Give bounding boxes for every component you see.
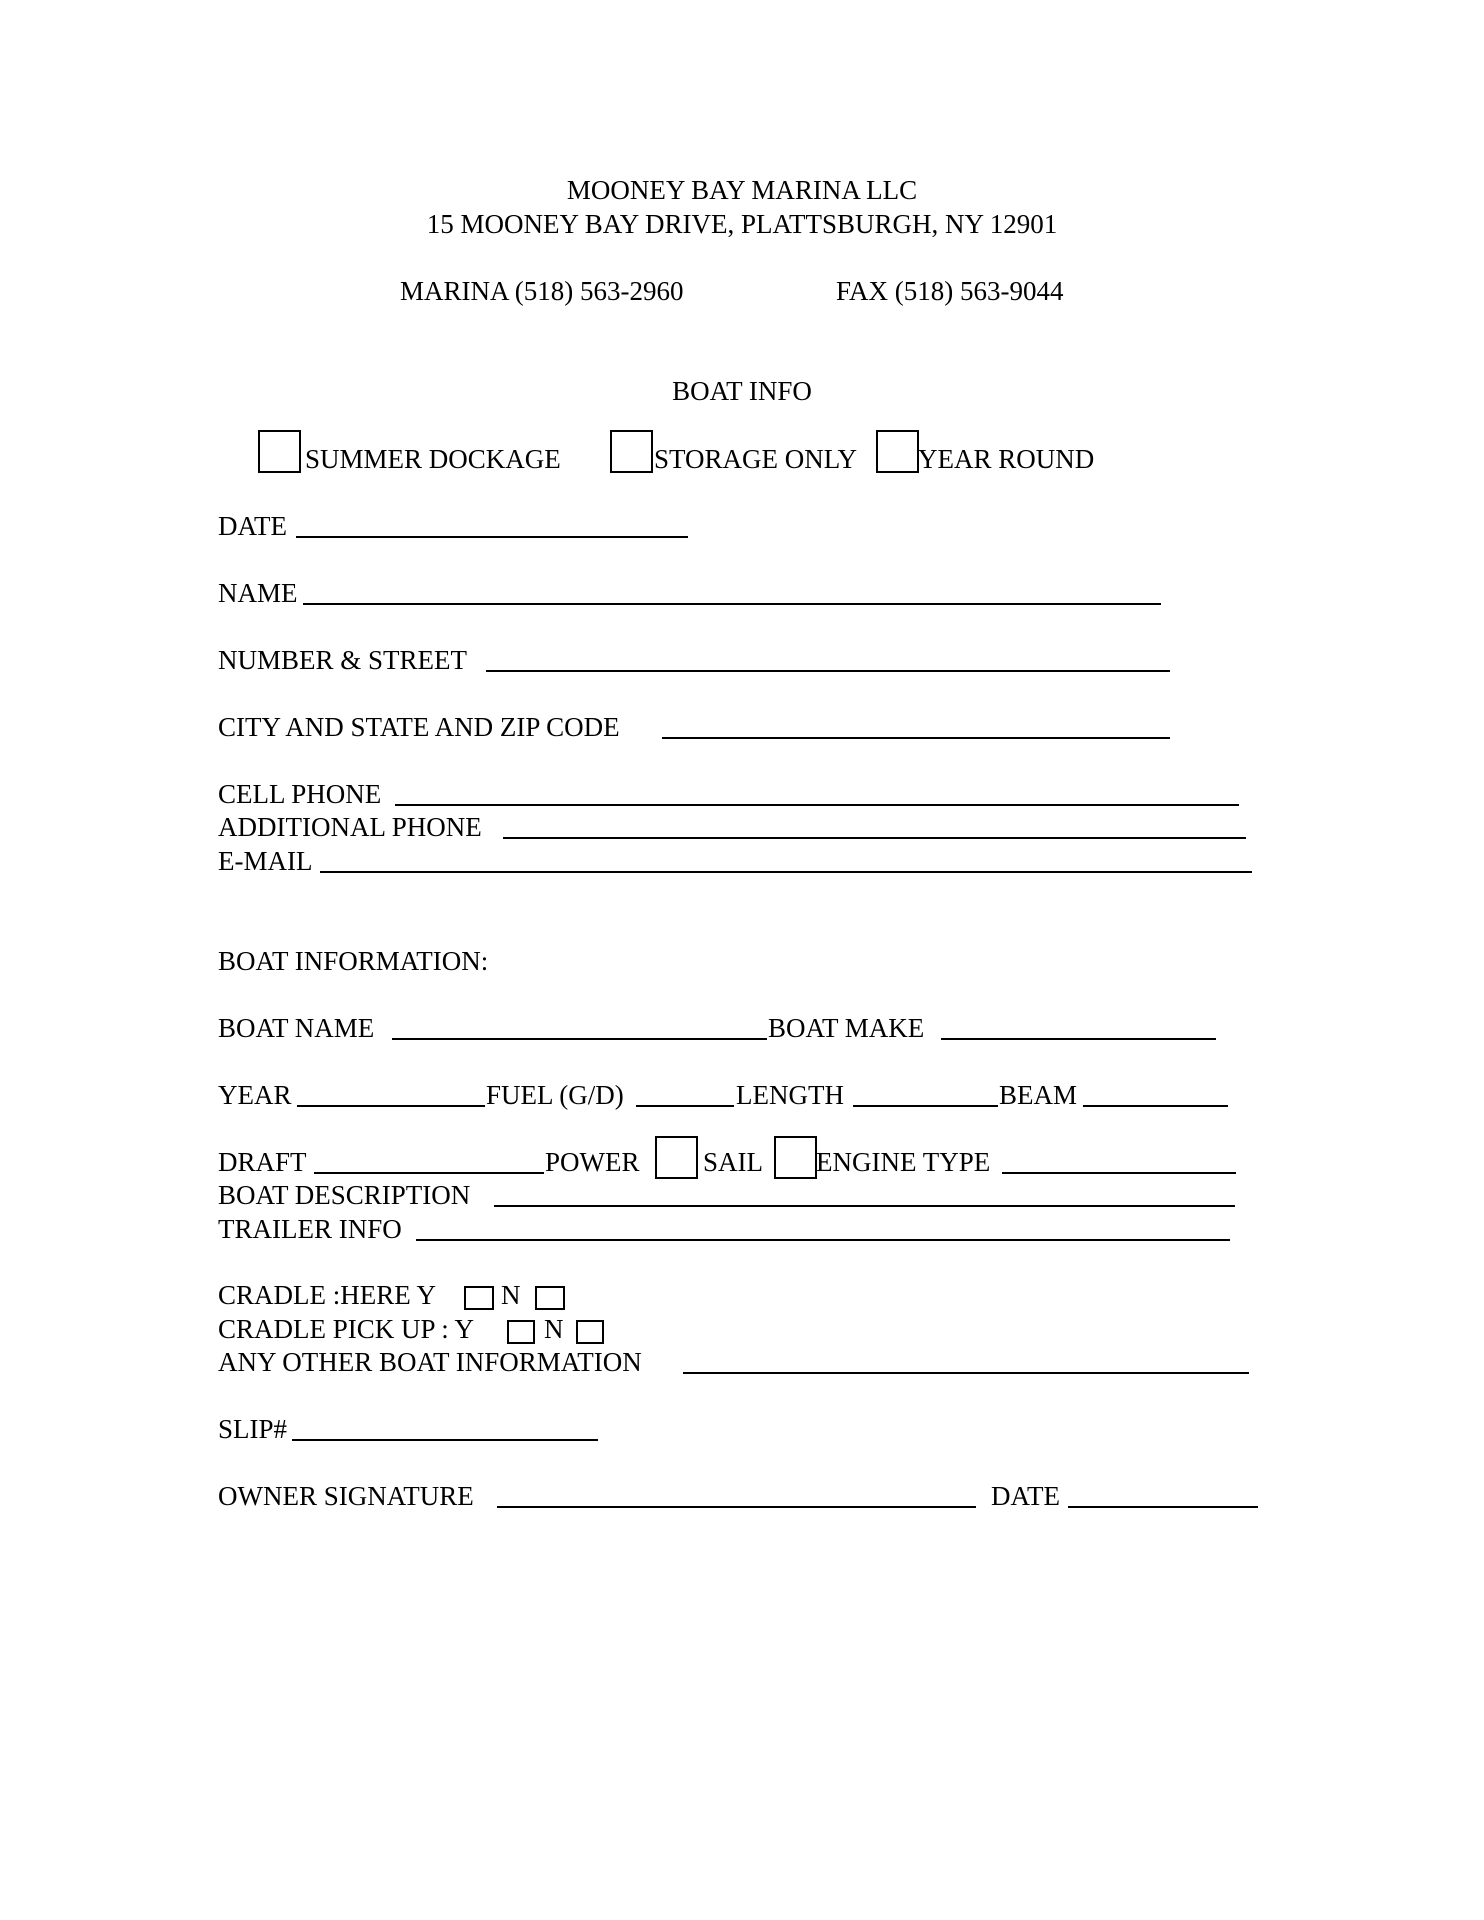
slip-label: SLIP# <box>218 1414 288 1444</box>
city-state-zip-field[interactable] <box>662 737 1170 739</box>
street-field[interactable] <box>486 670 1170 672</box>
boat-section-title: BOAT INFORMATION: <box>218 946 489 976</box>
signature-date-field[interactable] <box>1068 1506 1258 1508</box>
length-label: LENGTH <box>736 1080 844 1110</box>
additional-phone-field[interactable] <box>503 837 1246 839</box>
marina-phone: MARINA (518) 563-2960 <box>400 276 684 306</box>
cradle-here-no-checkbox[interactable] <box>535 1286 565 1310</box>
name-field[interactable] <box>303 603 1161 605</box>
boat-make-field[interactable] <box>941 1038 1216 1040</box>
summer-dockage-checkbox[interactable] <box>258 430 301 473</box>
length-field[interactable] <box>853 1105 998 1107</box>
boat-make-label: BOAT MAKE <box>768 1013 925 1043</box>
draft-field[interactable] <box>314 1172 544 1174</box>
cradle-here-label: CRADLE :HERE Y <box>218 1280 436 1310</box>
draft-label: DRAFT <box>218 1147 307 1177</box>
year-round-label: YEAR ROUND <box>918 444 1095 474</box>
city-state-zip-label: CITY AND STATE AND ZIP CODE <box>218 712 620 742</box>
trailer-info-label: TRAILER INFO <box>218 1214 402 1244</box>
cradle-pickup-no-checkbox[interactable] <box>576 1320 604 1344</box>
street-label: NUMBER & STREET <box>218 645 468 675</box>
engine-type-label: ENGINE TYPE <box>816 1147 991 1177</box>
cradle-here-no-label: N <box>501 1280 521 1310</box>
fuel-label: FUEL (G/D) <box>486 1080 624 1110</box>
storage-only-checkbox[interactable] <box>610 430 653 473</box>
company-name: MOONEY BAY MARINA LLC <box>566 175 918 205</box>
name-label: NAME <box>218 578 298 608</box>
trailer-info-field[interactable] <box>416 1239 1230 1241</box>
year-field[interactable] <box>297 1105 485 1107</box>
fax-number: FAX (518) 563-9044 <box>836 276 1064 306</box>
other-info-field[interactable] <box>683 1372 1249 1374</box>
other-info-label: ANY OTHER BOAT INFORMATION <box>218 1347 642 1377</box>
fuel-field[interactable] <box>636 1105 734 1107</box>
engine-type-field[interactable] <box>1002 1172 1236 1174</box>
date-field[interactable] <box>296 536 688 538</box>
sail-checkbox[interactable] <box>774 1136 817 1179</box>
additional-phone-label: ADDITIONAL PHONE <box>218 812 482 842</box>
signature-date-label: DATE <box>991 1481 1060 1511</box>
beam-label: BEAM <box>999 1080 1078 1110</box>
cradle-pickup-yes-checkbox[interactable] <box>507 1320 535 1344</box>
boat-name-label: BOAT NAME <box>218 1013 375 1043</box>
owner-signature-field[interactable] <box>497 1506 976 1508</box>
cell-phone-label: CELL PHONE <box>218 779 382 809</box>
year-round-checkbox[interactable] <box>876 430 919 473</box>
power-label: POWER <box>545 1147 640 1177</box>
company-address: 15 MOONEY BAY DRIVE, PLATTSBURGH, NY 12901 <box>426 209 1058 239</box>
date-label: DATE <box>218 511 287 541</box>
power-checkbox[interactable] <box>655 1136 698 1179</box>
email-field[interactable] <box>320 871 1252 873</box>
cradle-pickup-no-label: N <box>544 1314 564 1344</box>
cradle-here-yes-checkbox[interactable] <box>464 1286 494 1310</box>
beam-field[interactable] <box>1083 1105 1228 1107</box>
cradle-pickup-label: CRADLE PICK UP : Y <box>218 1314 475 1344</box>
sail-label: SAIL <box>703 1147 763 1177</box>
slip-field[interactable] <box>292 1439 598 1441</box>
boat-description-field[interactable] <box>494 1205 1235 1207</box>
form-title: BOAT INFO <box>672 376 812 406</box>
storage-only-label: STORAGE ONLY <box>654 444 858 474</box>
email-label: E-MAIL <box>218 846 313 876</box>
boat-name-field[interactable] <box>392 1038 767 1040</box>
owner-signature-label: OWNER SIGNATURE <box>218 1481 474 1511</box>
summer-dockage-label: SUMMER DOCKAGE <box>305 444 561 474</box>
year-label: YEAR <box>218 1080 292 1110</box>
cell-phone-field[interactable] <box>395 804 1239 806</box>
boat-description-label: BOAT DESCRIPTION <box>218 1180 471 1210</box>
